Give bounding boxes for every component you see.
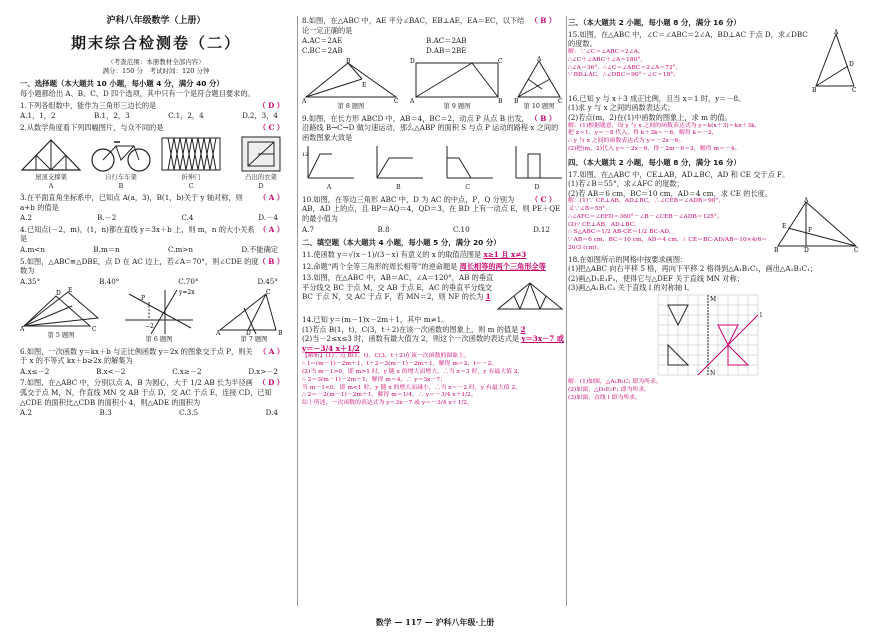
solution-14	[302, 353, 564, 407]
option: D.2，3，4	[242, 111, 278, 121]
triangle-figure	[302, 57, 400, 106]
question-stem: 16.已知 y 与 x＋3 成正比例，且当 x＝1 时，y＝－8。	[568, 93, 746, 103]
option: B.1，2，3	[93, 111, 130, 121]
question-3	[20, 193, 292, 223]
image-option-c	[160, 134, 222, 191]
graph-b	[371, 144, 425, 184]
section-3-title: 三、（本大题共 2 小题，每小题 8 分，满分 16 分）	[568, 18, 741, 27]
solution-line: (2)当 m－1>0，即 m>1 时，y 随 x 的增大而增大，∴当 x＝3 时，y 有最大值 2，	[302, 368, 524, 375]
svg-text:P: P	[141, 295, 146, 303]
option: C.x≥－2	[172, 366, 202, 376]
svg-text:N: N	[710, 370, 716, 378]
fill-answer: y＝3x－7 或 y＝－3/4 x＋1/2	[302, 334, 564, 353]
fill-answer: 1	[485, 292, 491, 302]
sub-question: (2)当－2≤x≤3 时，函数有最大值为 2，则这个一次函数的表达式是	[302, 334, 520, 344]
bicycle-image	[90, 134, 152, 174]
question-stem: 3.在平面直角坐标系中，已知点 A(a，3)，B(1，b)关于 y 轴对称，则 a+b 的值是	[20, 193, 243, 212]
option-letter: B	[396, 184, 401, 192]
options	[20, 408, 292, 418]
graph-option-d	[510, 144, 564, 192]
options	[20, 367, 292, 377]
option: D.x>－2	[248, 366, 278, 376]
image-option-b	[90, 134, 152, 191]
question-2	[20, 123, 292, 191]
question-stem: 9.如图，在长方形 ABCD 中，AB＝4，BC＝2，动点 P 从点 B 出发，沿路线 B→C→D 做匀速运动，那么△ABP 的面积 S 与点 P 运动的路程 x 之间的函数图象大致是	[302, 113, 559, 142]
solution-line: 解：(1)∵ CE⊥AB，AD⊥BC，∴∠CEB＝∠ADB＝90°，	[568, 198, 725, 205]
question-stem: 7.如图，在△ABC 中，分别以点 A，B 为圆心，大于 1/2 AB 长为半径画弧交于点 M，N，作直线 MN 交 AB 于点 D，交 AC 于点 E，连接 CD，已知△CDE 的面积比△CDB 的面积小 4，则△ADE 的面积为	[20, 378, 272, 407]
figure-6	[121, 288, 197, 344]
svg-text:C: C	[92, 326, 97, 334]
rectangle-figure	[410, 57, 504, 106]
fill-answer: x≥1 且 x≠3	[483, 249, 527, 259]
option: D.－4	[258, 213, 278, 223]
sub-question: (2)若点(m，2)在(1)中函数的图象上，求 m 的值。	[568, 113, 732, 122]
svg-text:E: E	[362, 82, 367, 90]
section-choice-title: 一、选择题（本大题共 10 小题，每小题 4 分，满分 40 分）	[20, 79, 224, 89]
solution-15	[568, 49, 812, 80]
answer: （ D ）	[258, 378, 284, 388]
options	[20, 111, 292, 121]
sub-question: (1)求 y 与 x 之间的函数表达式；	[568, 103, 675, 113]
figure-caption: 第 5 题图	[47, 332, 75, 340]
image-option-a	[20, 134, 82, 191]
question-10	[302, 195, 564, 234]
page-footer: 数学 — 117 — 沪科八年级·上册	[375, 617, 495, 628]
triangle-figure	[774, 197, 859, 255]
question-stem: 13.如图，在△ABC 中，AB＝AC，∠A＝120°，AB 的垂直平分线交 BC 于点 M，交 AB 于点 E，AC 的垂直平分线交 BC 于点 N，交 AC 于点 F，若 MN＝2，则 NF 的长为	[302, 273, 494, 302]
solution-16	[568, 123, 858, 154]
solution-line: (2)把(m，2)代入 y＝－2x－6，得－2m－6＝2，解得 m＝－4。	[568, 145, 741, 152]
solution-line: 解：(1)如图，△A₁B₁C₁ 即为所求。	[568, 379, 662, 386]
sub-question: (2)画△D₁E₁F₁，使得它与△DEF 关于直线 MN 对称；	[568, 273, 744, 283]
question-18	[568, 255, 858, 293]
solution-line: 解：(1)根据题意，设 y 与 x 之间的函数表达式为 y＝k(x＋3)＝kx＋3k，	[568, 122, 761, 129]
figure-caption: 第 10 题图	[523, 103, 555, 111]
svg-text:A: A	[20, 326, 25, 334]
option: D.不能确定	[241, 244, 278, 254]
column-divider	[297, 16, 298, 606]
figure-5	[20, 288, 102, 344]
solution-line: (2)∵ CE⊥AB，AD⊥BC，	[568, 221, 641, 228]
figure-10	[514, 57, 564, 111]
question-stem: 10.如图，在等边三角形 ABC 中，D 为 AC 的中点，P，Q 分别为 AB，AD 上的点，且 BP＝AQ＝4，QD＝3，在 BD 上有一动点 E，则 PE＋QE 的最小值为	[302, 194, 561, 223]
graph-option-b	[371, 144, 425, 192]
svg-text:A: A	[410, 98, 415, 106]
option-letter: C	[188, 182, 194, 190]
figure-caption: 第 8 题图	[337, 103, 365, 111]
page-title: 期末综合检测卷（二）	[70, 33, 241, 52]
solution-17-row	[568, 197, 859, 255]
question-13	[302, 273, 564, 313]
graph-options	[302, 144, 564, 192]
option: A.m<n	[20, 244, 45, 254]
options	[302, 36, 564, 55]
option: C.10	[452, 224, 470, 234]
question-6	[20, 347, 292, 377]
svg-text:A: A	[804, 197, 809, 205]
question-5	[20, 257, 292, 287]
svg-text:B: B	[774, 247, 779, 255]
question-stem: 4.已知点(－2，m)，(1，n)都在直线 y＝3x＋b 上，则 m，n 的大小关系是	[20, 224, 255, 244]
answer: （ C ）	[530, 194, 556, 204]
option: A.35°	[20, 276, 41, 286]
subject-header: 沪科八年级数学（上册）	[106, 16, 206, 26]
answer: （ B ）	[530, 113, 556, 123]
solution-line: ∴∠A＝36°，∴∠C＝∠ABC＝2∠A＝72°。	[568, 64, 682, 71]
question-1	[20, 101, 292, 121]
answer: （ A ）	[259, 346, 284, 356]
triangle-figure	[812, 30, 858, 92]
image-caption: 折伸门	[181, 174, 201, 182]
svg-text:D: D	[410, 58, 415, 66]
solution-18	[568, 379, 858, 402]
sub-question: (1)若点 B(1，t)，C(3，t＋2)在该一次函数的图象上，则 m 的值是	[302, 324, 519, 334]
answer: （ D ）	[258, 100, 284, 110]
option-letter: D	[534, 184, 540, 192]
svg-text:D: D	[804, 247, 809, 255]
question-stem: 17.如图，在△ABC 中，CE⊥AB，AD⊥BC，AD 和 CE 交于点 F。	[568, 169, 790, 179]
image-caption: 自行车车架	[105, 174, 137, 182]
question-16	[568, 94, 858, 123]
solution-line: 又∵∠B＝55°，	[568, 206, 612, 213]
svg-text:12: 12	[302, 152, 309, 159]
option: C.70°	[178, 276, 199, 286]
solution-line: ∵ BD⊥AC，∴∠DBC＝90°－∠C＝18°。	[568, 72, 680, 79]
option: D.AB＝2BE	[426, 45, 467, 55]
grid-figure	[658, 295, 768, 379]
options	[20, 277, 292, 287]
solution-line: ∴ S△ABC＝1/2 AB·CE＝1/2 BC·AD，	[568, 229, 675, 236]
option: A.x≤－2	[20, 366, 50, 376]
question-17	[568, 170, 858, 199]
option-letter: A	[326, 184, 332, 192]
solution-17	[568, 198, 774, 252]
options	[20, 213, 292, 223]
svg-text:B: B	[346, 58, 351, 66]
image-options	[20, 134, 292, 191]
answer: （ A ）	[259, 224, 284, 234]
option-letter: D	[258, 182, 264, 190]
solution-line: ∴ t＝(m－1)－2m＋1，t＋2＝3(m－1)－2m＋1，解得 m＝2，t＝－2。	[302, 361, 498, 368]
answer: （ A ）	[259, 193, 284, 203]
answer: （ C ）	[258, 122, 284, 132]
svg-text:B: B	[498, 98, 503, 106]
svg-text:l: l	[760, 312, 762, 320]
column-left	[20, 14, 292, 418]
sub-question: (3)画△A₁B₁C₁ 关于直线 l 的对称轴 l。	[568, 283, 694, 293]
option: A.2	[20, 213, 33, 223]
question-15	[568, 30, 858, 92]
exam-scope: （考查范围：本册教材全部内容）	[107, 57, 205, 66]
svg-text:A: A	[834, 28, 839, 36]
answer: （ B ）	[530, 16, 556, 25]
sub-question: (1)若∠B＝55°，求∠AFC 的度数；	[568, 179, 684, 189]
graph-d	[510, 144, 564, 184]
figure-caption: 第 7 题图	[240, 336, 268, 344]
figures-5-7	[20, 288, 292, 344]
question-stem: 18.在如图所示的网格中按要求画图：	[568, 254, 688, 264]
option-letter: A	[48, 182, 54, 190]
solution-line: ∴ 2＝－2(m－1)－2m＋1，解得 m＝1/4，∴ y＝－3/4 x＋1/2。	[302, 392, 477, 399]
figure-caption: 第 6 题图	[145, 336, 173, 344]
sub-question: (2)若 AB＝6 cm，BC＝10 cm，AD＝4 cm，求 CE 的长度。	[568, 188, 773, 198]
column-middle	[302, 14, 564, 408]
option-letter: B	[118, 182, 124, 190]
solution-line: 综上所述，一次函数的表达式为 y＝3x－7 或 y＝－3/4 x＋1/2。	[302, 400, 473, 407]
solution-line: (3)如图，直线 l 即为所求。	[568, 394, 641, 401]
column-divider	[566, 16, 567, 606]
option: D.4	[265, 408, 278, 418]
question-4	[20, 225, 292, 255]
question-stem: 12.命题“两个全等三角形的周长相等”的逆命题是	[302, 261, 458, 271]
solution-line: ∴∠AFC＝∠EFD＝360°－∠B－∠CEB－∠ADB＝125°。	[568, 213, 723, 220]
option: C.4	[181, 213, 194, 223]
option: B.40°	[99, 276, 120, 286]
question-9	[302, 114, 564, 193]
question-stem: 8.如图，在△ABC 中，AE 平分∠BAC，EB⊥AE，EA＝EC，以下结论一定正确的是	[302, 16, 525, 35]
option: C.3.5	[179, 408, 199, 418]
question-stem: 14.已知 y＝(m－1)x－2m＋1，其中 m≠1。	[302, 315, 449, 325]
grid-figure-wrap	[568, 295, 858, 379]
figure-7	[216, 288, 292, 344]
question-stem: 1.下列各组数中，能作为三角形三边长的是	[20, 100, 157, 110]
svg-text:A: A	[537, 56, 542, 64]
svg-text:C: C	[558, 98, 563, 106]
roof-truss-image	[20, 134, 82, 174]
svg-text:C: C	[852, 86, 857, 94]
question-14	[302, 315, 564, 353]
solution-line: ∴ y 与 x 之间的函数表达式为 y＝－2x－6。	[568, 138, 685, 145]
svg-text:y=2x: y=2x	[179, 289, 195, 297]
question-stem: 11.使函数 y＝√(x－1)/(3－x) 有意义的 x 的取值范围是	[302, 249, 482, 259]
figures-8-10	[302, 57, 564, 111]
option-letter: C	[465, 184, 471, 192]
bisector-figure	[216, 288, 292, 336]
option: D.45°	[257, 276, 278, 286]
solution-line: 当 m－1<0，即 m<1 时，y 随 x 的增大而减小，∴当 x＝－2 时，y 有最大值 2，	[302, 384, 522, 391]
svg-text:A: A	[216, 330, 221, 338]
question-11	[302, 250, 564, 260]
option: A.AC＝2AE	[302, 36, 343, 46]
solution-line: ∵ AB＝6 cm，BC＝10 cm，AD＝4 cm，∴ CE＝BC·AD/AB＝10×4/6＝20/3 (cm)。	[568, 237, 768, 251]
svg-text:D: D	[56, 290, 61, 298]
svg-text:B: B	[514, 98, 519, 106]
question-stem: 6.如图，一次函数 y＝kx＋b 与正比例函数 y＝2x 的图象交于点 P，则关于 x 的不等式 kx＋b≥2x 的解集为	[20, 346, 253, 366]
option: B.m＝n	[93, 244, 120, 254]
svg-text:C: C	[266, 289, 271, 297]
question-12	[302, 262, 564, 272]
option: A.2	[20, 408, 33, 418]
svg-text:E: E	[68, 287, 73, 295]
option: C.BC＝2AB	[302, 45, 343, 55]
section-fill-title: 二、填空题（本大题共 4 小题，每小题 5 分，满分 20 分）	[302, 238, 501, 248]
triangle-figure	[20, 288, 102, 332]
svg-text:D: D	[246, 330, 251, 338]
folding-gate-image	[160, 134, 222, 174]
svg-text:A: A	[302, 98, 307, 106]
image-caption: 屋顶支撑架	[35, 174, 67, 182]
solution-line: ∴ 2＝3(m－1)－2m＋1，解得 m＝4，∴ y＝3x－7；	[302, 376, 446, 383]
options	[302, 225, 564, 235]
option: B.8	[377, 224, 390, 234]
image-caption: 凸出的衣架	[245, 174, 277, 182]
figure-caption: 第 9 题图	[443, 103, 471, 111]
figure-9	[410, 57, 504, 111]
solution-line: 解：∵∠C＝∠ABC＝2∠A，	[568, 49, 644, 55]
question-7	[20, 378, 292, 417]
instruction: 每小题都给出 A、B、C、D 四个选项，其中只有一个是符合题目要求的。	[20, 89, 255, 99]
image-option-d	[230, 134, 292, 191]
question-8	[302, 16, 564, 55]
svg-text:C: C	[394, 98, 399, 106]
option: B.－2	[97, 213, 117, 223]
fill-answer: 2	[520, 324, 526, 334]
answer: （ B ）	[258, 256, 284, 266]
score-time: 满分：150 分 考试时间：120 分钟	[102, 66, 210, 75]
option: A.7	[302, 224, 315, 234]
section-4-title: 四、（本大题共 2 小题，每小题 8 分，满分 16 分）	[568, 157, 741, 167]
option: C.m>n	[168, 244, 193, 254]
option: B.3	[99, 408, 112, 418]
graph-option-a	[302, 144, 356, 192]
solution-line: ∴∠C＋∠ABC＋∠A＝180°，	[568, 56, 647, 63]
question-stem: 15.如图，在△ABC 中，∠C＝∠ABC＝2∠A，BD⊥AC 于点 D，求∠DBC 的度数。	[568, 29, 808, 49]
svg-text:D: D	[849, 60, 854, 68]
graph-a	[302, 144, 356, 184]
graph-option-c	[441, 144, 495, 192]
option: C.1，2，4	[168, 111, 204, 121]
svg-text:B: B	[812, 86, 817, 94]
svg-text:M: M	[710, 296, 717, 304]
equilateral-figure	[514, 56, 564, 106]
solution-line: (2)如图，△D₁E₁F₁ 即为所求。	[568, 386, 651, 393]
figure-8	[302, 57, 400, 111]
fill-answer: 周长相等的两个三角形全等	[459, 261, 546, 271]
options	[20, 245, 292, 255]
svg-text:F: F	[808, 227, 813, 235]
svg-text:−2: −2	[145, 323, 154, 331]
graph-c	[441, 144, 495, 184]
svg-text:E: E	[782, 223, 787, 231]
option: B.AC＝2AB	[426, 36, 467, 46]
solution-line: 把 x＝1，y＝－8 代入，得 k＋3k＝－8，解得 k＝－2，	[568, 130, 718, 137]
svg-text:C: C	[854, 247, 859, 255]
sub-question: (1)把△ABC 向右平移 5 格，再向下平移 2 格得到△A₁B₁C₁，画出△A₁B₁C₁；	[568, 264, 818, 274]
solution-line: 【解析】(1)∵点 B(1，t)，C(3，t＋2)在该一次函数的图象上，	[302, 353, 470, 360]
option: B.x<－2	[96, 366, 126, 376]
svg-text:C: C	[498, 58, 503, 66]
column-right	[568, 14, 858, 402]
question-stem: 5.如图，△ABC≌△DBE，点 D 在 AC 边上，若∠A＝70°，则∠CDE 的度数为	[20, 256, 259, 276]
clothes-rack-image	[230, 134, 292, 174]
svg-text:B: B	[278, 330, 283, 338]
option: D.12	[533, 224, 550, 234]
question-stem: 2.从数学角度看下列四幅图片，与众不同的是	[20, 122, 164, 132]
option: A.1，1，2	[20, 111, 56, 121]
triangle-figure	[496, 273, 564, 313]
function-graph-figure	[121, 288, 197, 336]
